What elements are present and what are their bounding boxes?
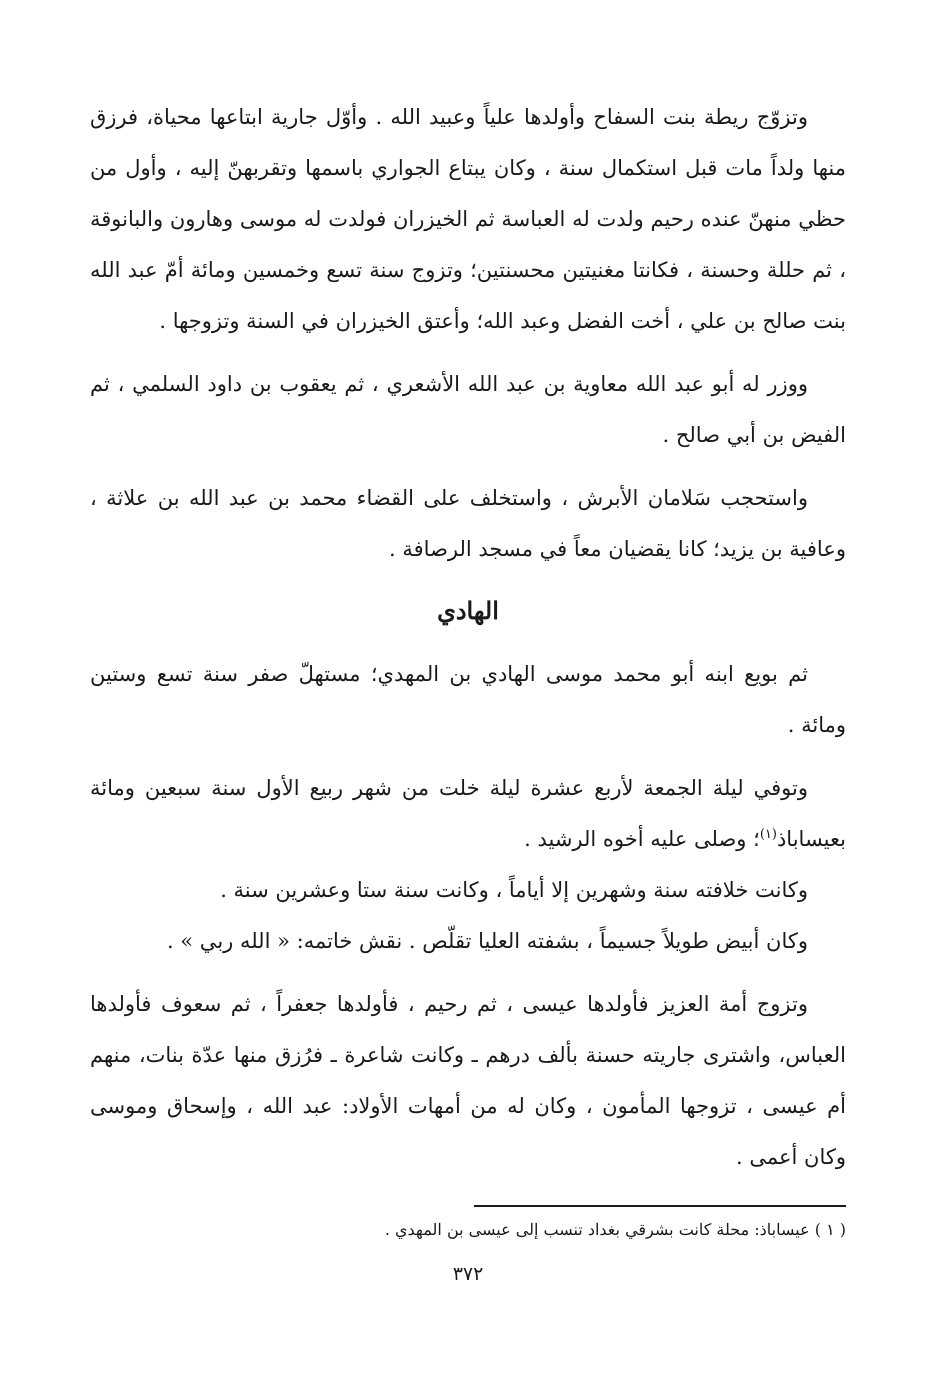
paragraph-marriages: وتزوّج ريطة بنت السفاح وأولدها علياً وعبيد الله . وأوّل جارية ابتاعها محياة، فرزق منها ولداً مات قبل استكمال سنة ، وكان يبتاع الجواري باسمها وتقربهنّ إليه ، وأول من حظي منهنّ عنده رحيم ولدت له العباسة ثم الخيزران فولدت له موسى وهارون والبانوقة ، ثم حللة وحسنة ، فكانتا مغنيتين محسنتين؛ وتزوج سنة تسع وخمسين ومائة أمّ عبد الله بنت صالح بن علي ، أخت الفضل وعبد الله؛ وأعتق الخيزران في السنة وتزوجها . [90,105,846,333]
paragraph-description: وكان أبيض طويلاً جسيماً ، بشفته العليا تقلّص . نقش خاتمه: « الله ربي » . [166,929,808,953]
footnote: ( ١ ) عيساباذ: محلة كانت بشرقي بغداد تنسب إلى عيسى بن المهدي . [384,1220,846,1239]
paragraph-chamberlain: واستحجب سَلامان الأبرش ، واستخلف على القضاء محمد بن عبد الله بن علاثة ، وعافية بن يزيد؛ كانا يقضيان معاً في مسجد الرصافة . [90,486,846,561]
section-heading: الهادي [437,596,499,625]
paragraph-accession: ثم بويع ابنه أبو محمد موسى الهادي بن المهدي؛ مستهلّ صفر سنة تسع وستين ومائة . [90,662,846,737]
death-text-cont: ؛ وصلى عليه أخوه الرشيد . [524,827,760,851]
paragraph-family: وتزوج أمة العزيز فأولدها عيسى ، ثم رحيم ، فأولدها جعفراً ، ثم سعوف فأولدها العباس، واشترى جاريته حسنة بألف درهم ـ وكانت شاعرة ـ فرُزق منها عدّة بنات، منهم أم عيسى ، تزوجها المأمون ، وكان له من أمهات الأولاد: عبد الله ، وإسحاق وموسى وكان أعمى . [90,992,846,1169]
footnote-marker: (١) [759,827,777,842]
paragraph-death [90,763,846,865]
paragraph-reign-length: وكانت خلافته سنة وشهرين إلا أياماً ، وكانت سنة ستا وعشرين سنة . [220,878,808,902]
paragraph-viziers: ووزر له أبو عبد الله معاوية بن عبد الله الأشعري ، ثم يعقوب بن داود السلمي ، ثم الفيض بن أبي صالح . [90,372,846,447]
book-page [90,92,846,1289]
page-number: ٣٧٢ [452,1263,484,1285]
death-text: وتوفي ليلة الجمعة لأربع عشرة ليلة خلت من شهر ربيع الأول سنة سبعين ومائة بعيساباذ [90,776,846,851]
footnote-divider [474,1205,846,1207]
